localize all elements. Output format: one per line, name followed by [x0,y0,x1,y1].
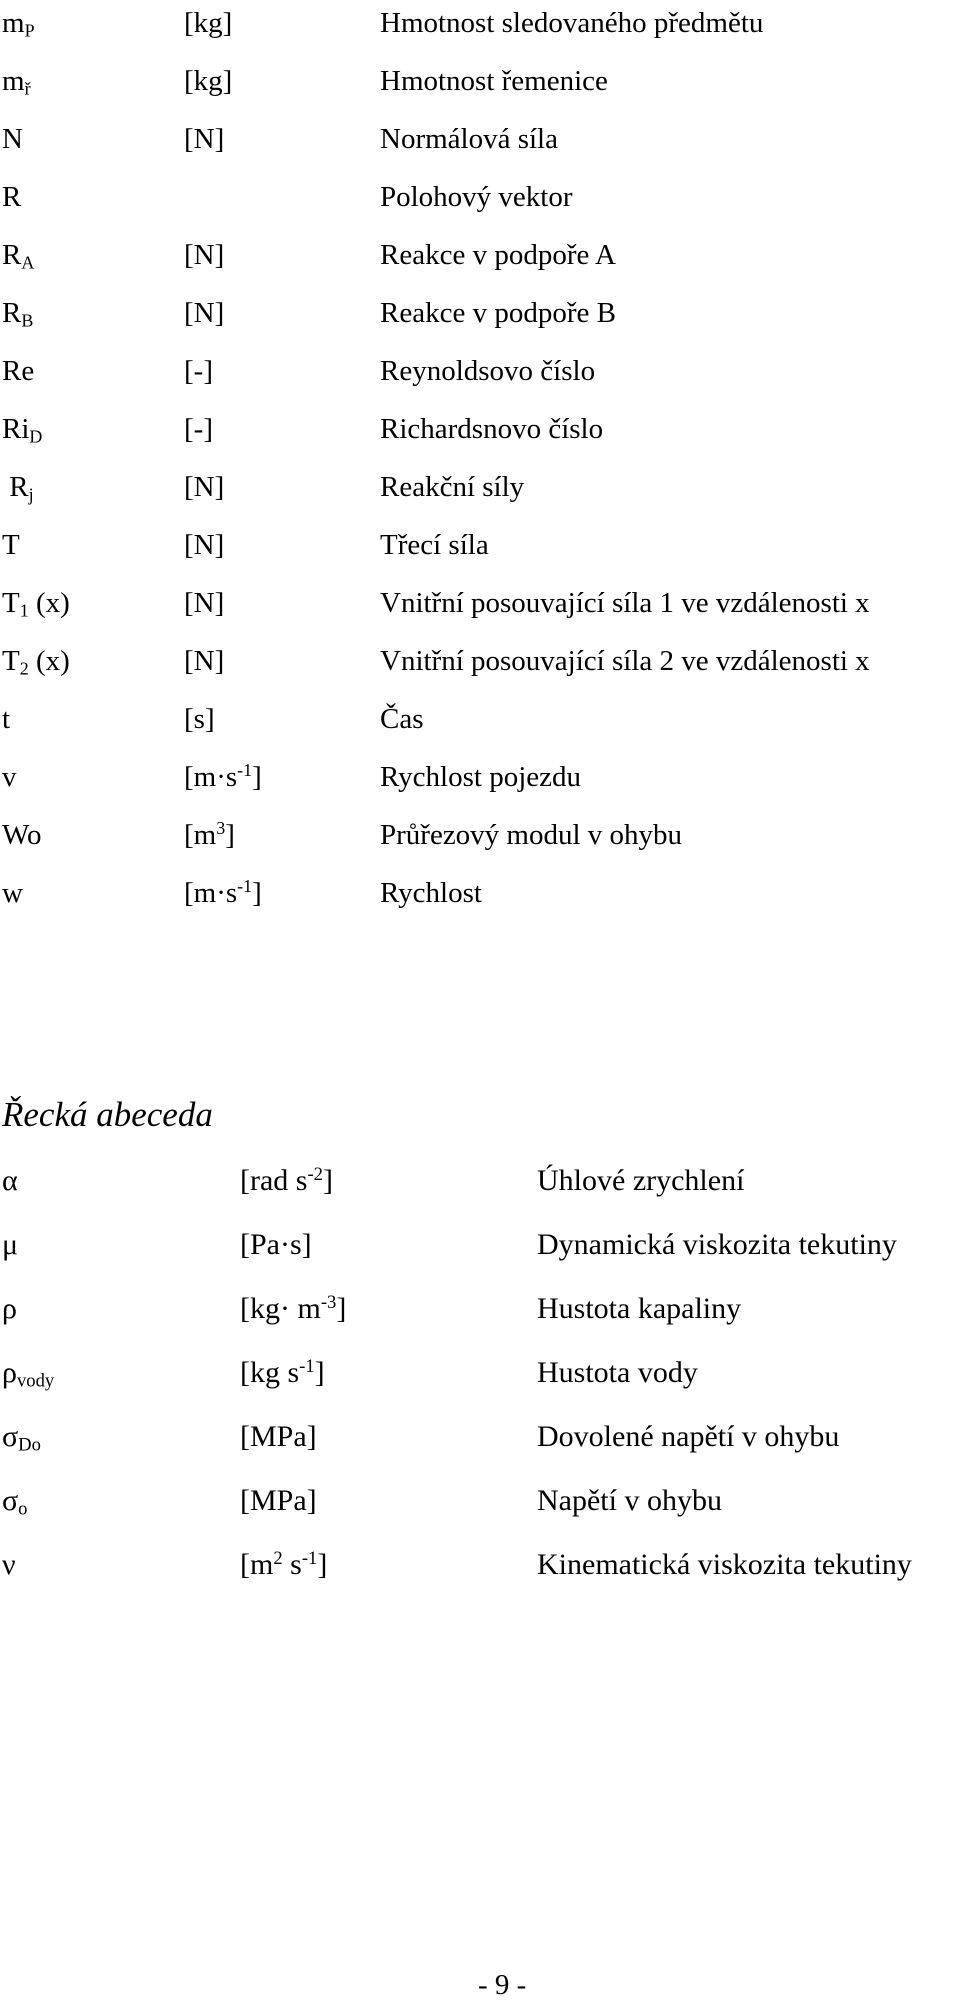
description: Richardsnovo číslo [380,413,604,445]
description: Dynamická viskozita tekutiny [537,1228,897,1261]
description: Reakce v podpoře A [380,239,616,271]
unit: [-] [184,413,213,445]
unit: [$m^2$ $s^{-1}$] [240,1547,328,1581]
unit: [MPa] [240,1420,317,1453]
symbol-row-re [0,348,960,394]
symbol-row-wo [0,812,960,858]
symbol: $Ri_D$ [2,413,43,447]
description: Kinematická viskozita tekutiny [537,1548,912,1581]
description: Normálová síla [380,123,558,155]
description: Dovolené napětí v ohybu [537,1420,840,1453]
symbol-row-t1x [0,580,960,626]
symbol: $m_ř$ [2,65,31,99]
symbol: v [2,761,17,793]
unit: $[m^3]$ [184,818,235,851]
description: Hmotnost sledovaného předmětu [380,7,764,39]
description: Reynoldsovo číslo [380,355,596,387]
symbol: μ [2,1228,19,1261]
description: Rychlost [380,877,482,909]
unit: [N] [184,123,225,155]
description: Hustota vody [537,1356,698,1389]
description: Třecí síla [380,529,489,561]
symbol-row-n [0,116,960,162]
symbol: $\rho_{vody}$ [2,1356,55,1392]
unit: [Pa·s] [240,1228,312,1261]
symbol: w [2,877,23,909]
unit: [kg] [184,7,233,39]
description: Vnitřní posouvající síla 2 ve vzdálenosti x [380,645,870,677]
description: Hmotnost řemenice [380,65,608,97]
symbol-row-t2x [0,638,960,684]
symbol-row-w [0,870,960,916]
symbol: $\sigma_{Do}$ [2,1420,41,1456]
unit: [N] [184,239,225,271]
description: Reakce v podpoře B [380,297,616,329]
symbol-row-rho-vody [0,1348,960,1398]
symbol-row-v [0,754,960,800]
symbol: N [2,123,23,155]
unit: [kg] [184,65,233,97]
symbol-row-sigma-o [0,1476,960,1526]
description: Úhlové zrychlení [537,1164,745,1197]
symbol-row-mp [0,0,960,46]
symbol-row-time [0,696,960,742]
unit: [rad $s^{-2}$] [240,1163,333,1197]
unit: [-] [184,355,213,387]
description: Napětí v ohybu [537,1484,722,1517]
symbol-row-alpha [0,1156,960,1206]
symbol: Wo [2,819,42,851]
symbol-row-t-friction [0,522,960,568]
symbol: $R_j$ [2,471,34,505]
symbol-row-r [0,174,960,220]
symbol-row-rj [0,464,960,510]
greek-section-heading: Řecká abeceda [2,1095,213,1134]
unit: [MPa] [240,1484,317,1517]
symbol: $T_1$ (x) [2,587,70,621]
symbol: Re [2,355,35,387]
symbol-row-sigma-do [0,1412,960,1462]
symbol: t [2,703,11,735]
symbol-row-rho [0,1284,960,1334]
unit: [N] [184,529,225,561]
page-number: - 9 - [478,1969,527,2001]
description: Hustota kapaliny [537,1292,742,1325]
unit: [N] [184,471,225,503]
description: Průřezový modul v ohybu [380,819,683,851]
unit: [s] [184,703,215,735]
description: Reakční síly [380,471,525,503]
description: Rychlost pojezdu [380,761,582,793]
unit: $[m\cdot s^{-1}]$ [184,760,262,793]
symbol: $\sigma_o$ [2,1484,28,1520]
unit: [kg $s^{-1}$] [240,1355,325,1389]
unit: [N] [184,297,225,329]
symbol: ρ [2,1292,17,1325]
symbol: T [2,529,20,561]
unit: $[m\cdot s^{-1}]$ [184,876,262,909]
symbol-row-mr [0,58,960,104]
description: Polohový vektor [380,181,573,213]
unit: [N] [184,645,225,677]
symbol: α [2,1164,18,1197]
symbol-row-rb [0,290,960,336]
description: Vnitřní posouvající síla 1 ve vzdálenosti x [380,587,870,619]
symbol-row-nu [0,1540,960,1590]
description: Čas [380,703,424,735]
symbol: $m_P$ [2,7,35,41]
symbol: $R_A$ [2,239,35,273]
unit: $[kg\cdot m^{-3}]$ [240,1291,347,1325]
unit: [N] [184,587,225,619]
symbol: $T_2$ (x) [2,645,70,679]
symbol: $R_B$ [2,297,34,331]
symbol-row-rid [0,406,960,452]
symbol-row-ra [0,232,960,278]
symbol: R [2,181,22,213]
symbol: ν [2,1548,16,1581]
symbol-row-mu [0,1220,960,1270]
